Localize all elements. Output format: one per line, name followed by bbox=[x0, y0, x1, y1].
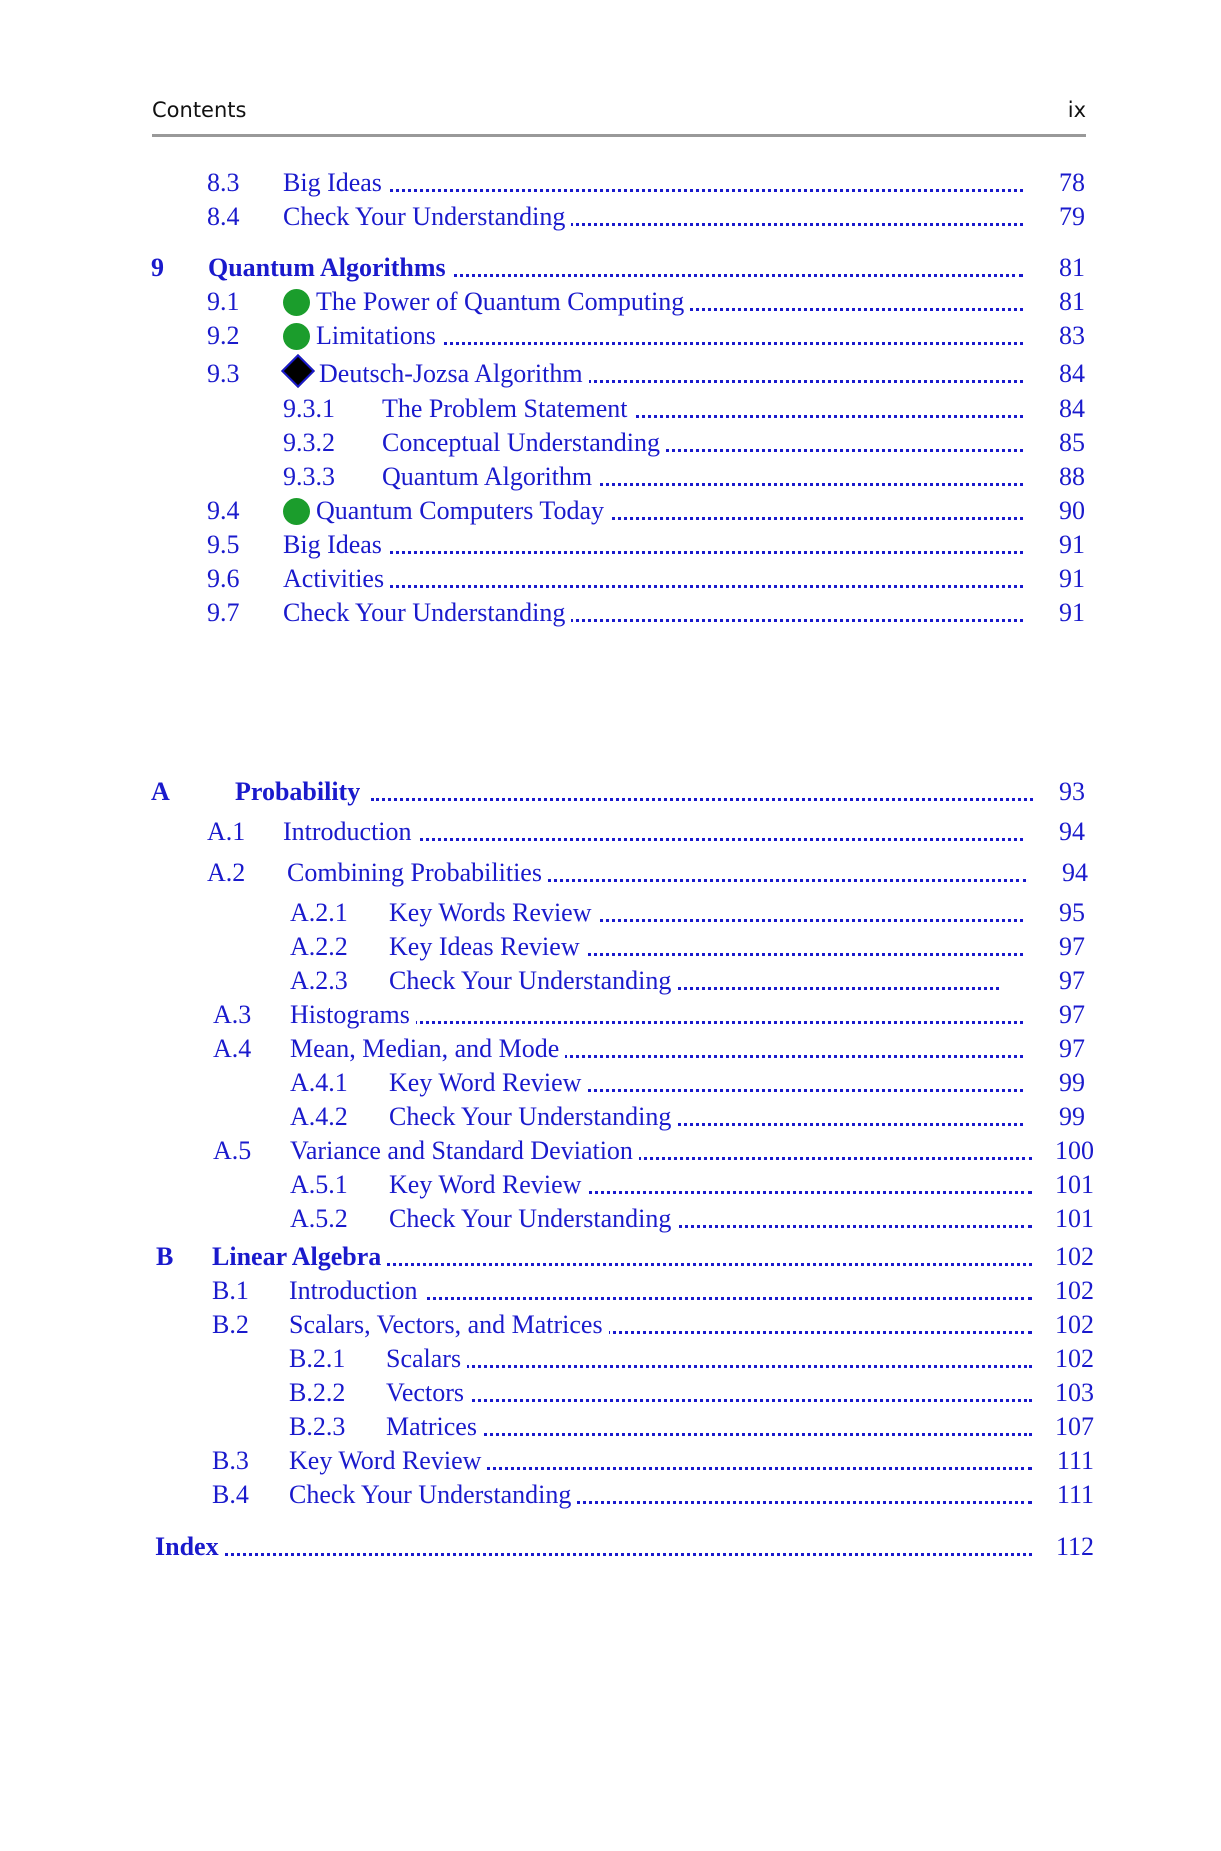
toc-entry[interactable] bbox=[207, 200, 1085, 234]
dot-leader bbox=[419, 1365, 1032, 1368]
toc-subentry[interactable] bbox=[290, 896, 1085, 930]
subsection-number: A.5.1 bbox=[290, 1170, 348, 1199]
page-number[interactable]: 81 bbox=[1043, 253, 1085, 283]
section-title-with-icon[interactable] bbox=[283, 359, 589, 389]
section-number: 9.6 bbox=[207, 564, 240, 593]
toc-subentry[interactable] bbox=[290, 1168, 1094, 1202]
section-title[interactable]: Key Word Review bbox=[289, 1446, 487, 1476]
toc-entry[interactable] bbox=[207, 319, 1085, 353]
toc-entry[interactable] bbox=[207, 166, 1085, 200]
toc-subentry[interactable] bbox=[283, 392, 1085, 426]
toc-chapter-entry[interactable] bbox=[151, 251, 1085, 285]
subsection-title[interactable]: Check Your Understanding bbox=[389, 966, 677, 996]
page-number[interactable]: 99 bbox=[1043, 1102, 1085, 1132]
page-number[interactable]: 111 bbox=[1051, 1446, 1094, 1476]
page-number[interactable]: 97 bbox=[1043, 1034, 1085, 1064]
page-number[interactable]: 97 bbox=[1043, 1000, 1085, 1030]
chapter-number: 9 bbox=[151, 253, 164, 282]
subsection-number: A.2.3 bbox=[290, 966, 348, 995]
toc-entry[interactable] bbox=[207, 815, 1085, 849]
toc-subentry[interactable] bbox=[283, 426, 1085, 460]
page-number[interactable]: 85 bbox=[1043, 428, 1085, 458]
dot-leader bbox=[371, 798, 1033, 801]
dot-leader bbox=[419, 1433, 1032, 1436]
running-header bbox=[152, 98, 1086, 128]
header-page-number: ix bbox=[1067, 98, 1086, 122]
section-title[interactable]: Check Your Understanding bbox=[289, 1480, 577, 1510]
toc-entry[interactable] bbox=[212, 1444, 1094, 1478]
toc-entry[interactable] bbox=[212, 1478, 1094, 1512]
green-circle-icon bbox=[283, 289, 310, 316]
section-title[interactable]: Scalars, Vectors, and Matrices bbox=[289, 1310, 609, 1340]
page-number[interactable]: 79 bbox=[1043, 202, 1085, 232]
page-number[interactable]: 91 bbox=[1043, 564, 1085, 594]
toc-entry[interactable] bbox=[207, 856, 1088, 890]
section-number: A.4 bbox=[213, 1034, 252, 1063]
toc-index-entry[interactable] bbox=[155, 1530, 1094, 1564]
dot-leader bbox=[325, 585, 1023, 588]
section-number: 9.4 bbox=[207, 496, 240, 525]
section-number: B.2 bbox=[212, 1310, 249, 1339]
toc-entry[interactable] bbox=[213, 1134, 1094, 1168]
chapter-title[interactable]: Index bbox=[155, 1532, 225, 1562]
section-title[interactable]: The Power of Quantum Computing bbox=[316, 287, 685, 316]
toc-subentry[interactable] bbox=[290, 964, 1085, 998]
page-number[interactable]: 84 bbox=[1043, 394, 1085, 424]
section-number: A.2 bbox=[207, 858, 246, 887]
section-title[interactable]: Activities bbox=[283, 564, 390, 594]
page-number[interactable]: 101 bbox=[1049, 1170, 1094, 1200]
page-number[interactable]: 103 bbox=[1049, 1378, 1094, 1408]
section-number: A.5 bbox=[213, 1136, 252, 1165]
subsection-number: B.2.3 bbox=[289, 1412, 346, 1441]
page-number[interactable]: 90 bbox=[1043, 496, 1085, 526]
section-title[interactable]: Introduction bbox=[289, 1276, 424, 1306]
page-number[interactable]: 84 bbox=[1043, 359, 1085, 389]
subsection-number: A.4.2 bbox=[290, 1102, 348, 1131]
page-number[interactable]: 93 bbox=[1049, 777, 1085, 807]
page-number[interactable]: 91 bbox=[1043, 598, 1085, 628]
toc-entry[interactable] bbox=[207, 596, 1085, 630]
section-number: B.4 bbox=[212, 1480, 249, 1509]
chapter-title[interactable]: Quantum Algorithms bbox=[208, 253, 452, 283]
subsection-number: A.5.2 bbox=[290, 1204, 348, 1233]
page-number[interactable]: 94 bbox=[1046, 858, 1088, 888]
toc-chapter-entry[interactable] bbox=[151, 775, 1085, 809]
toc-entry[interactable] bbox=[213, 998, 1085, 1032]
section-number: 9.1 bbox=[207, 287, 240, 316]
subsection-title[interactable]: Scalars bbox=[386, 1344, 467, 1374]
section-number: 8.4 bbox=[207, 202, 240, 231]
subsection-title[interactable]: The Problem Statement bbox=[382, 394, 634, 424]
page-number[interactable]: 94 bbox=[1043, 817, 1085, 847]
section-title[interactable]: Mean, Median, and Mode bbox=[290, 1034, 565, 1064]
section-number: 9.3 bbox=[207, 359, 240, 388]
page-number[interactable]: 95 bbox=[1043, 898, 1085, 928]
subsection-number: 9.3.2 bbox=[283, 428, 335, 457]
chapter-title[interactable]: Probability bbox=[235, 777, 366, 807]
page-number[interactable]: 102 bbox=[1049, 1344, 1094, 1374]
toc-entry[interactable] bbox=[207, 357, 1085, 391]
section-title[interactable]: Combining Probabilities bbox=[287, 858, 548, 888]
section-number: B.1 bbox=[212, 1276, 249, 1305]
chapter-title[interactable]: Linear Algebra bbox=[212, 1242, 387, 1272]
toc-subentry[interactable] bbox=[289, 1376, 1094, 1410]
page-number[interactable]: 102 bbox=[1049, 1242, 1094, 1272]
subsection-title[interactable]: Quantum Algorithm bbox=[382, 462, 598, 492]
header-title: Contents bbox=[152, 98, 247, 122]
subsection-number: A.4.1 bbox=[290, 1068, 348, 1097]
toc-subentry[interactable] bbox=[289, 1410, 1094, 1444]
section-number: A.1 bbox=[207, 817, 246, 846]
section-title-with-icon[interactable] bbox=[283, 321, 442, 351]
section-number: 9.7 bbox=[207, 598, 240, 627]
toc-entry[interactable] bbox=[207, 494, 1085, 528]
page-number[interactable]: 111 bbox=[1051, 1480, 1094, 1510]
section-number: 9.2 bbox=[207, 321, 240, 350]
toc-entry[interactable] bbox=[212, 1308, 1094, 1342]
chapter-number: B bbox=[156, 1242, 174, 1271]
dot-leader bbox=[325, 189, 1023, 192]
section-title-with-icon[interactable] bbox=[283, 496, 610, 526]
page-number[interactable]: 83 bbox=[1043, 321, 1085, 351]
section-title[interactable]: Check Your Understanding bbox=[283, 202, 571, 232]
green-circle-icon bbox=[283, 498, 310, 525]
toc-entry[interactable] bbox=[207, 285, 1085, 319]
page-number[interactable]: 88 bbox=[1043, 462, 1085, 492]
section-number: 9.5 bbox=[207, 530, 240, 559]
section-title[interactable]: Variance and Standard Deviation bbox=[290, 1136, 639, 1166]
page-number[interactable]: 100 bbox=[1049, 1136, 1094, 1166]
section-title[interactable]: Big Ideas bbox=[283, 168, 388, 198]
subsection-title[interactable]: Check Your Understanding bbox=[389, 1204, 677, 1234]
page-number[interactable]: 107 bbox=[1049, 1412, 1094, 1442]
black-diamond-icon bbox=[281, 354, 315, 388]
page-number[interactable]: 99 bbox=[1043, 1068, 1085, 1098]
toc-subentry[interactable] bbox=[289, 1342, 1094, 1376]
green-circle-icon bbox=[283, 323, 310, 350]
toc-subentry[interactable] bbox=[290, 1202, 1094, 1236]
section-number: 8.3 bbox=[207, 168, 240, 197]
toc-subentry[interactable] bbox=[290, 1100, 1085, 1134]
section-title[interactable]: Introduction bbox=[283, 817, 418, 847]
subsection-number: 9.3.3 bbox=[283, 462, 335, 491]
section-title[interactable]: Quantum Computers Today bbox=[316, 496, 605, 525]
section-title-with-icon[interactable] bbox=[283, 287, 690, 317]
subsection-number: A.2.1 bbox=[290, 898, 348, 927]
section-number: B.3 bbox=[212, 1446, 249, 1475]
page-number[interactable]: 91 bbox=[1043, 530, 1085, 560]
subsection-title[interactable]: Key Words Review bbox=[389, 898, 598, 928]
page-number[interactable]: 97 bbox=[1043, 932, 1085, 962]
subsection-title[interactable]: Check Your Understanding bbox=[389, 1102, 677, 1132]
page-number[interactable]: 102 bbox=[1049, 1276, 1094, 1306]
dot-leader bbox=[331, 1021, 1023, 1024]
dot-leader bbox=[325, 838, 1023, 841]
dot-leader bbox=[356, 1263, 1032, 1266]
subsection-title[interactable]: Key Ideas Review bbox=[389, 932, 586, 962]
toc-subentry[interactable] bbox=[290, 930, 1085, 964]
toc-entry[interactable] bbox=[207, 528, 1085, 562]
section-number: A.3 bbox=[213, 1000, 252, 1029]
subsection-title[interactable]: Vectors bbox=[386, 1378, 470, 1408]
subsection-number: B.2.1 bbox=[289, 1344, 346, 1373]
page-number[interactable]: 102 bbox=[1049, 1310, 1094, 1340]
dot-leader bbox=[330, 1297, 1032, 1300]
section-title[interactable]: Big Ideas bbox=[283, 530, 388, 560]
section-title[interactable]: Histograms bbox=[290, 1000, 416, 1030]
page-number[interactable]: 81 bbox=[1043, 287, 1085, 317]
dot-leader bbox=[419, 1399, 1032, 1402]
toc-subentry[interactable] bbox=[290, 1066, 1085, 1100]
subsection-title[interactable]: Matrices bbox=[386, 1412, 483, 1442]
dot-leader bbox=[325, 551, 1023, 554]
page-number[interactable]: 101 bbox=[1049, 1204, 1094, 1234]
subsection-number: B.2.2 bbox=[289, 1378, 346, 1407]
toc-entry[interactable] bbox=[212, 1274, 1094, 1308]
subsection-number: 9.3.1 bbox=[283, 394, 335, 423]
subsection-title[interactable]: Key Word Review bbox=[389, 1068, 587, 1098]
toc-chapter-entry[interactable] bbox=[156, 1240, 1094, 1274]
section-title[interactable]: Limitations bbox=[316, 321, 436, 350]
subsection-number: A.2.2 bbox=[290, 932, 348, 961]
page-number[interactable]: 97 bbox=[1043, 966, 1085, 996]
section-title[interactable]: Deutsch-Jozsa Algorithm bbox=[319, 359, 583, 388]
dot-leader bbox=[225, 1553, 1032, 1556]
page-number[interactable]: 112 bbox=[1050, 1532, 1094, 1562]
header-rule bbox=[152, 134, 1086, 137]
page-number[interactable]: 78 bbox=[1043, 168, 1085, 198]
toc-entry[interactable] bbox=[207, 562, 1085, 596]
section-title[interactable]: Check Your Understanding bbox=[283, 598, 571, 628]
subsection-title[interactable]: Key Word Review bbox=[389, 1170, 587, 1200]
chapter-number: A bbox=[151, 777, 170, 806]
toc-entry[interactable] bbox=[213, 1032, 1085, 1066]
toc-subentry[interactable] bbox=[283, 460, 1085, 494]
subsection-title[interactable]: Conceptual Understanding bbox=[382, 428, 666, 458]
